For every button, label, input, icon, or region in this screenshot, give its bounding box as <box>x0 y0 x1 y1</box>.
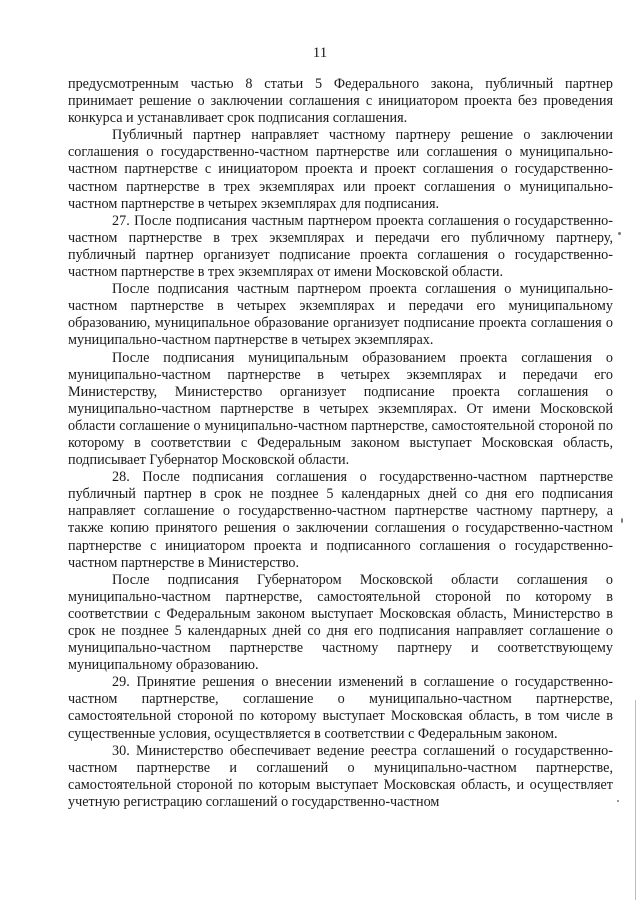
paragraph-item-30: 30. Министерство обеспечивает ведение реестра соглашений о государственно-частном партнерстве и соглашений о муниципально-частном партнерстве, самостоятельной стороной по которым выступает Московская область, и осуществляет учетную регистрацию соглашений о государственно-частном <box>68 742 613 810</box>
scan-speck <box>621 518 623 523</box>
paragraph-municipal-signing: После подписания частным партнером проекта соглашения о муниципально-частном партнерстве в четырех экземплярах и передачи его муниципальному образованию, муниципальное образование организует подписание проекта соглашения о муниципально-частном партнерстве в четырех экземплярах. <box>68 281 613 349</box>
paragraph-governor-signing: После подписания Губернатором Московской области соглашения о муниципально-частном партнерстве, самостоятельной стороной по которому в соответствии с Федеральным законом выступает Московская область, Министерство в срок не позднее 5 календарных дней со дня его подписания направляет соглашение о муниципально-частном партнерстве частному партнеру и соответствующему муниципальному образованию. <box>68 571 613 674</box>
paragraph-item-29: 29. Принятие решения о внесении изменений в соглашение о государственно-частном партнерстве, соглашение о муниципально-частном партнерстве, самостоятельной стороной по которому выступает Московская область, в том числе в существенные условия, осуществляется в соответствии с Федеральным законом. <box>68 674 613 742</box>
scan-speck <box>617 800 619 802</box>
scan-edge-mark <box>635 700 636 900</box>
paragraph-decision-notice: Публичный партнер направляет частному партнеру решение о заключении соглашения о государственно-частном партнерстве или соглашения о муниципально-частном партнерстве с инициатором проекта и проект соглашения о государственно-частном партнерстве в трех экземплярах или проект соглашения о муниципально-частном партнерстве в четырех экземплярах для подписания. <box>68 127 613 212</box>
paragraph-continuation: предусмотренным частью 8 статьи 5 Федерального закона, публичный партнер принимает решение о заключении соглашения с инициатором проекта без проведения конкурса и устанавливает срок подписания соглашения. <box>68 76 613 127</box>
scan-speck <box>618 232 621 235</box>
paragraph-ministry-signing: После подписания муниципальным образованием проекта соглашения о муниципально-частном партнерстве в четырех экземплярах и передачи его Министерству, Министерство организует подписание проекта соглашения о муниципально-частном партнерстве в четырех экземплярах. От имени Московской области соглашение о муниципально-частном партнерстве, самостоятельной стороной по которому в соответствии с Федеральным законом выступает Московская область, подписывает Губернатор Московской области. <box>68 349 613 469</box>
paragraph-item-27: 27. После подписания частным партнером проекта соглашения о государственно-частном партнерстве в трех экземплярах и передачи его публичному партнеру, публичный партнер организует подписание проекта соглашения о государственно-частном партнерстве в трех экземплярах от имени Московской области. <box>68 212 613 281</box>
paragraph-item-28: 28. После подписания соглашения о государственно-частном партнерстве публичный партнер в срок не позднее 5 календарных дней со дня его подписания направляет соглашение о государственно-частном партнерстве частному партнеру, а также копию принятого решения о заключении соглашения о государственно-частном партнерстве с инициатором проекта и подписанного соглашения о государственно-частном партнерстве в Министерство. <box>68 469 613 571</box>
page-number: 11 <box>312 45 328 61</box>
document-body <box>68 76 613 811</box>
